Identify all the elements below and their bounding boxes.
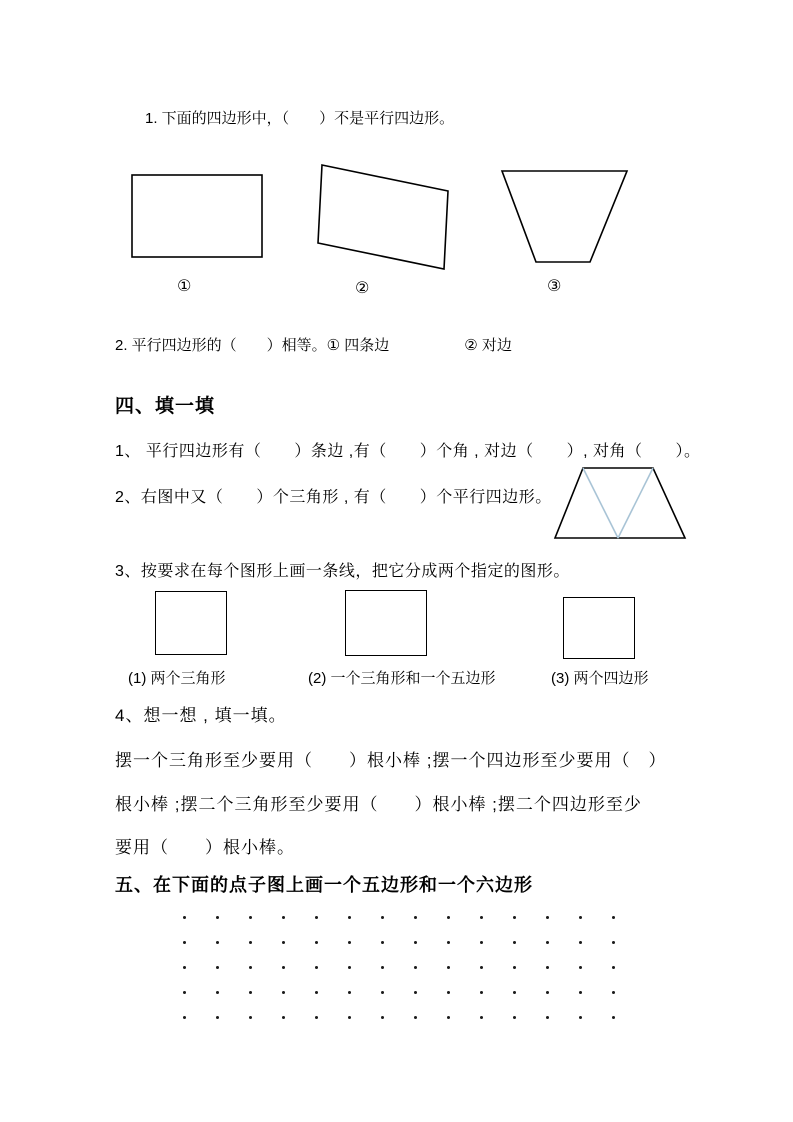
dot-grid (168, 905, 630, 1030)
grid-dot (234, 1005, 267, 1030)
grid-dot (201, 1005, 234, 1030)
grid-dot (366, 955, 399, 980)
question-1-text: 1. 下面的四边形中，（ ）不是平行四边形。 (145, 110, 455, 127)
grid-dot (564, 905, 597, 930)
grid-dot (267, 905, 300, 930)
grid-dot (531, 955, 564, 980)
section-4-item-3: 3、按要求在每个图形上画一条线，把它分成两个指定的图形。 (115, 563, 570, 580)
divide-box-2 (345, 590, 427, 656)
divide-caption-3: (3) 两个四边形 (551, 670, 649, 687)
grid-dot (234, 955, 267, 980)
sticks-line-2: 根小棒 ;摆二个三角形至少要用（ ）根小棒 ;摆二个四边形至少 (115, 795, 642, 814)
grid-dot (597, 980, 630, 1005)
grid-dot (432, 905, 465, 930)
grid-dot (333, 1005, 366, 1030)
grid-dot (399, 905, 432, 930)
grid-dot (597, 1005, 630, 1030)
grid-dot (465, 1005, 498, 1030)
grid-dot (300, 955, 333, 980)
grid-dot (399, 1005, 432, 1030)
grid-dot (531, 980, 564, 1005)
divide-box-1 (155, 591, 227, 655)
grid-dot (201, 930, 234, 955)
grid-dot (597, 955, 630, 980)
grid-dot (432, 980, 465, 1005)
grid-dot (498, 955, 531, 980)
shape-label-1: ① (177, 278, 192, 295)
shape-label-2: ② (355, 280, 370, 297)
grid-dot (432, 1005, 465, 1030)
grid-dot (168, 905, 201, 930)
grid-dot (399, 930, 432, 955)
grid-dot (399, 955, 432, 980)
grid-dot (399, 980, 432, 1005)
grid-dot (168, 930, 201, 955)
question-2-text: 2. 平行四边形的（ ）相等。① 四条边 ② 对边 (115, 337, 512, 354)
grid-dot (432, 955, 465, 980)
section-4-title: 四、填一填 (115, 396, 216, 417)
grid-dot (201, 980, 234, 1005)
divide-caption-1: (1) 两个三角形 (128, 670, 226, 687)
grid-dot (267, 930, 300, 955)
grid-dot (201, 905, 234, 930)
grid-dot (564, 930, 597, 955)
parallelogram-shape (318, 165, 448, 269)
section-5-title: 五、在下面的点子图上画一个五边形和一个六边形 (115, 875, 533, 895)
rectangle-shape (132, 175, 262, 257)
grid-dot (234, 930, 267, 955)
grid-dot (234, 980, 267, 1005)
grid-dot (366, 980, 399, 1005)
grid-dot (597, 930, 630, 955)
grid-dot (366, 1005, 399, 1030)
grid-dot (333, 955, 366, 980)
section-4-item-4: 4、想一想 , 填一填。 (115, 706, 287, 725)
grid-dot (333, 980, 366, 1005)
grid-dot (564, 955, 597, 980)
grid-dot (234, 905, 267, 930)
grid-dot (267, 980, 300, 1005)
figure-inner-line-right (618, 468, 653, 538)
grid-dot (267, 1005, 300, 1030)
grid-dot (564, 1005, 597, 1030)
grid-dot (498, 930, 531, 955)
grid-dot (465, 955, 498, 980)
grid-dot (465, 930, 498, 955)
grid-dot (300, 980, 333, 1005)
grid-dot (267, 955, 300, 980)
section-4-item-1: 1、 平行四边形有（ ）条边 ,有（ ）个角 , 对边（ ）, 对角（ ）。 (115, 443, 701, 460)
sticks-line-3: 要用（ ）根小棒。 (115, 838, 295, 857)
grid-dot (465, 980, 498, 1005)
grid-dot (300, 905, 333, 930)
grid-dot (201, 955, 234, 980)
grid-dot (300, 1005, 333, 1030)
figure-trapezoid-outline (555, 468, 685, 538)
grid-dot (597, 905, 630, 930)
grid-dot (531, 930, 564, 955)
grid-dot (498, 1005, 531, 1030)
grid-dot (366, 905, 399, 930)
grid-dot (498, 905, 531, 930)
grid-dot (531, 1005, 564, 1030)
grid-dot (531, 905, 564, 930)
trapezoid-shape (502, 171, 627, 262)
section-4-item-2: 2、右图中又（ ）个三角形 , 有（ ）个平行四边形。 (115, 489, 552, 506)
divide-box-3 (563, 597, 635, 659)
divide-caption-2: (2) 一个三角形和一个五边形 (308, 670, 496, 687)
grid-dot (168, 955, 201, 980)
shape-label-3: ③ (547, 278, 562, 295)
question-1-shapes (120, 152, 690, 282)
grid-dot (168, 980, 201, 1005)
grid-dot (366, 930, 399, 955)
sticks-line-1: 摆一个三角形至少要用（ ）根小棒 ;摆一个四边形至少要用（ ） (115, 751, 667, 770)
grid-dot (465, 905, 498, 930)
grid-dot (498, 980, 531, 1005)
grid-dot (300, 930, 333, 955)
grid-dot (432, 930, 465, 955)
grid-dot (333, 905, 366, 930)
trapezoid-triangles-figure (545, 460, 695, 544)
grid-dot (333, 930, 366, 955)
figure-inner-line-left (583, 468, 618, 538)
grid-dot (168, 1005, 201, 1030)
grid-dot (564, 980, 597, 1005)
